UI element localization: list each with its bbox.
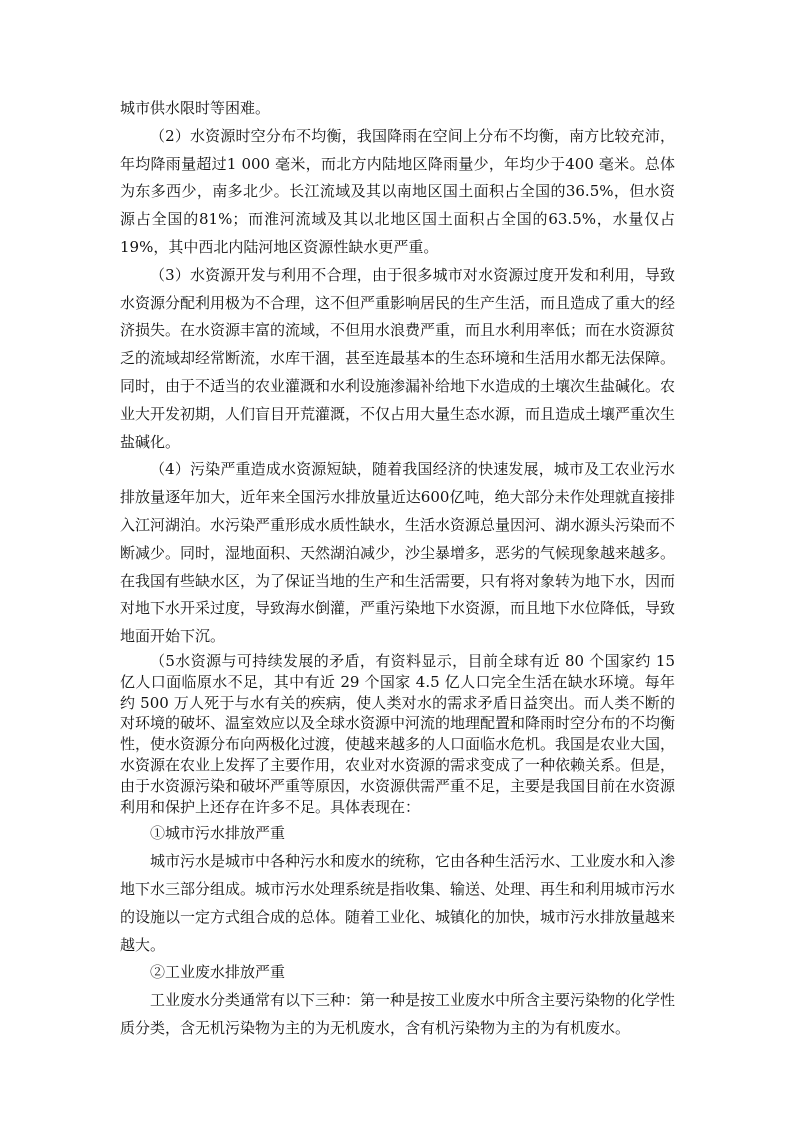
subheading-industrial-wastewater: ②工业废水排放严重 <box>150 963 286 982</box>
paragraph-continuation: 城市供水限时等困难。 <box>120 99 271 117</box>
paragraph-urban-sewage: 城市污水是城市中各种污水和废水的统称，它由各种生活污水、工业废水和入渗地下水三部分组成。城市污水处理系统是指收集、输送、处理、再生和利用城市污水的设施以一定方式组合成的总体。随着工业化、城镇化的加快，城市污水排放量越来越大。 <box>120 852 676 954</box>
paragraph-item-3: （3）水资源开发与利用不合理，由于很多城市对水资源过度开发和利用，导致水资源分配利用极为不合理，这不但严重影响居民的生产生活，而且造成了重大的经济损失。在水资源丰富的流域，不但用水浪费严重，而且水利用率低；而在水资源贫乏的流域却经常断流，水库干涸，甚至连最基本的生态环境和生活用水都无法保障。同时，由于不适当的农业灌溉和水利设施渗漏补给地下水造成的土壤次生盐碱化。农业大开发初期，人们盲目开荒灌溉，不仅占用大量生态水源，而且造成土壤严重次生盐碱化。 <box>120 265 676 451</box>
paragraph-item-5: （5水资源与可持续发展的矛盾，有资料显示，目前全球有近 80 个国家约 15 亿人口面临原水不足，其中有近 29 个国家 4.5 亿人口完全生活在缺水环境。每年约 500 万人死于与水有关的疾病，使人类对水的需求矛盾日益突出。而人类不断的对环境的破坏、温室效应以及全球水资源中河流的地理配置和降雨时空分布的不均衡性，使水资源分布向两极化过渡，使越来越多的人口面临水危机。我国是农业大国，水资源在农业上发挥了主要作用，农业对水资源的需求变成了一种依赖关系。但是，由于水资源污染和破坏严重等原因，水资源供需严重不足，主要是我国目前在水资源利用和保护上还存在许多不足。具体表现在： <box>120 651 676 816</box>
paragraph-item-2: （2）水资源时空分布不均衡，我国降雨在空间上分布不均衡，南方比较充沛，年均降雨量超过1 000 毫米，而北方内陆地区降雨量少，年均少于400 毫米。总体为东多西少，南多北少。长江流域及其以南地区国土面积占全国的36.5%，但水资源占全国的81%；而淮河流域及其以北地区国土面积占全国的63.5%，水量仅占19%，其中西北内陆河地区资源性缺水更严重。 <box>120 126 675 256</box>
paragraph-industrial-wastewater: 工业废水分类通常有以下三种：第一种是按工业废水中所含主要污染物的化学性质分类，含无机污染物为主的为无机废水，含有机污染物为主的为有机废水。 <box>120 991 676 1037</box>
subheading-urban-sewage: ①城市污水排放严重 <box>150 824 286 843</box>
paragraph-item-4: （4）污染严重造成水资源短缺，随着我国经济的快速发展，城市及工农业污水排放量逐年加大，近年来全国污水排放量近达600亿吨，绝大部分未作处理就直接排入江河湖泊。水污染严重形成水质性缺水，生活水资源总量因河、湖水源头污染而不断减少。同时，湿地面积、天然湖泊减少，沙尘暴增多，恶劣的气候现象越来越多。在我国有些缺水区，为了保证当地的生产和生活需要，只有将对象转为地下水，因而对地下水开采过度，导致海水倒灌，严重污染地下水资源，而且地下水位降低，导致地面开始下沉。 <box>120 460 676 646</box>
document-body <box>120 95 675 1043</box>
